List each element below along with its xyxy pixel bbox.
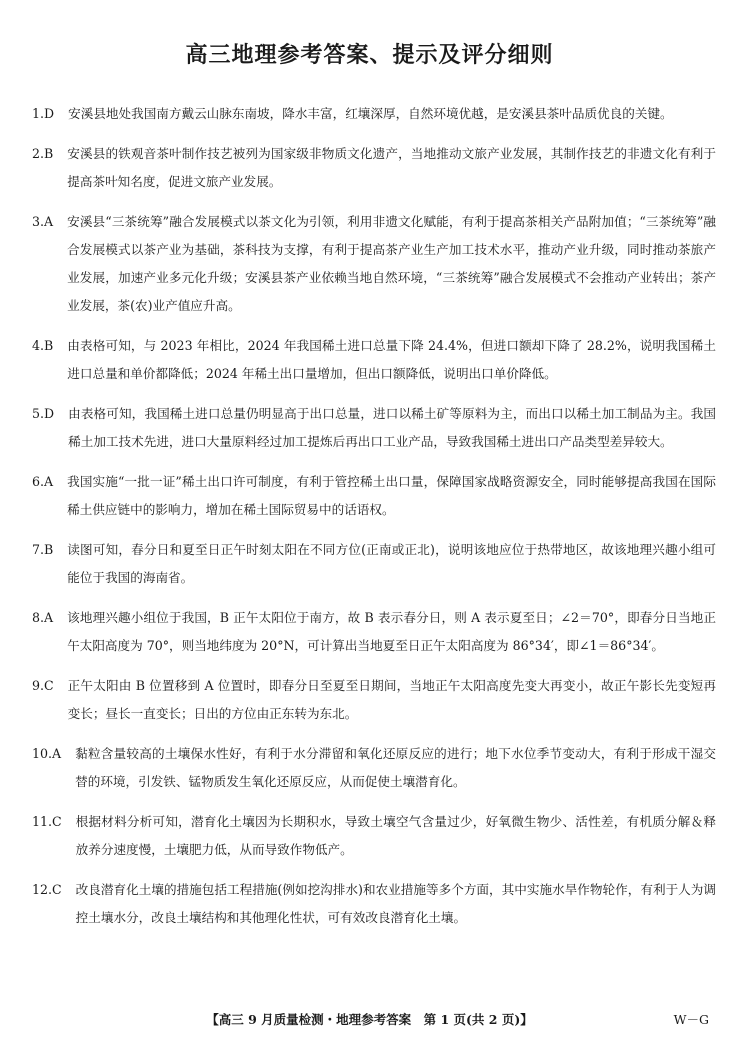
answer-explanation: 由表格可知，与 2023 年相比，2024 年我国稀土进口总量下降 24.4%，但进口额却下降了 28.2%，说明我国稀土进口总量和单价都降低；2024 年稀土出口量增加，但出口额降低，说明出口单价降低。 [67, 338, 716, 381]
answer-explanation: 安溪县“三茶统筹”融合发展模式以茶文化为引领，利用非遗文化赋能，有利于提高茶相关产品附加值；“三茶统筹”融合发展模式以茶产业为基础，茶科技为支撑，有利于提高茶产业生产加工技术水平，推动产业升级，同时推动茶旅产业发展，加速产业多元化升级；安溪县茶产业依赖当地自然环境，“三茶统筹”融合发展模式不会推动产业转出；茶产业发展，茶(农)业产值应升高。 [67, 214, 716, 313]
answer-number: 2.B [32, 146, 54, 161]
answer-item [32, 400, 716, 456]
answer-item [32, 808, 716, 864]
answer-explanation: 该地理兴趣小组位于我国，B 正午太阳位于南方，故 B 表示春分日，则 A 表示夏至日；∠2＝70°，即春分日当地正午太阳高度为 70°，则当地纬度为 20°N，可计算出当地夏至日正午太阳高度为 86°34′，即∠1＝86°34′。 [67, 610, 716, 653]
answer-number: 12.C [32, 882, 62, 897]
answer-explanation: 改良潜育化土壤的措施包括工程措施(例如挖沟排水)和农业措施等多个方面，其中实施水旱作物轮作，有利于人为调控土壤水分，改良土壤结构和其他理化性状，可有效改良潜育化土壤。 [75, 882, 716, 925]
footer-page-info: 【高三 9 月质量检测・地理参考答案 第 1 页(共 2 页)】 [206, 1012, 533, 1027]
answer-number: 3.A [32, 214, 54, 229]
answer-item [32, 468, 716, 524]
answer-explanation: 黏粒含量较高的土壤保水性好，有利于水分滞留和氧化还原反应的进行；地下水位季节变动大，有利于形成干湿交替的环境，引发铁、锰物质发生氧化还原反应，从而促使土壤潜育化。 [75, 746, 716, 789]
answer-number: 11.C [32, 814, 62, 829]
answer-number: 10.A [32, 746, 62, 761]
answer-number: 6.A [32, 474, 54, 489]
answer-number: 9.C [32, 678, 54, 693]
answer-item [32, 672, 716, 728]
answer-explanation: 我国实施“一批一证”稀土出口许可制度，有利于管控稀土出口量，保障国家战略资源安全，同时能够提高我国在国际稀土供应链中的影响力，增加在稀土国际贸易中的话语权。 [67, 474, 716, 517]
answer-number: 7.B [32, 542, 54, 557]
answer-number: 5.D [32, 406, 55, 421]
footer-code: W－G [673, 1012, 709, 1027]
answer-explanation: 根据材料分析可知，潜育化土壤因为长期积水，导致土壤空气含量过少，好氧微生物少、活性差，有机质分解＆释放养分速度慢，土壤肥力低，从而导致作物低产。 [75, 814, 716, 857]
answer-explanation: 安溪县的铁观音茶叶制作技艺被列为国家级非物质文化遗产，当地推动文旅产业发展，其制作技艺的非遗文化有利于提高茶叶知名度，促进文旅产业发展。 [67, 146, 716, 189]
answer-explanation: 安溪县地处我国南方戴云山脉东南坡，降水丰富，红壤深厚，自然环境优越，是安溪县茶叶品质优良的关键。 [68, 106, 673, 121]
answer-item [32, 140, 716, 196]
answer-item [32, 536, 716, 592]
answer-item [32, 740, 716, 796]
answer-number: 1.D [32, 106, 55, 121]
page-title: 高三地理参考答案、提示及评分细则 [185, 43, 554, 68]
answer-explanation: 由表格可知，我国稀土进口总量仍明显高于出口总量，进口以稀土矿等原料为主，而出口以稀土加工制品为主。我国稀土加工技术先进，进口大量原料经过加工提炼后再出口工业产品，导致我国稀土进出口产品类型差异较大。 [68, 406, 716, 449]
answer-item [32, 332, 716, 388]
answer-item [32, 604, 716, 660]
answer-item [32, 208, 716, 320]
answer-item [32, 100, 716, 128]
answer-number: 8.A [32, 610, 54, 625]
answer-list [32, 100, 716, 944]
answer-number: 4.B [32, 338, 54, 353]
answer-explanation: 正午太阳由 B 位置移到 A 位置时，即春分日至夏至日期间，当地正午太阳高度先变大再变小，故正午影长先变短再变长；昼长一直变长；日出的方位由正东转为东北。 [67, 678, 716, 721]
answer-explanation: 读图可知，春分日和夏至日正午时刻太阳在不同方位(正南或正北)，说明该地应位于热带地区，故该地理兴趣小组可能位于我国的海南省。 [67, 542, 716, 585]
answer-item [32, 876, 716, 932]
